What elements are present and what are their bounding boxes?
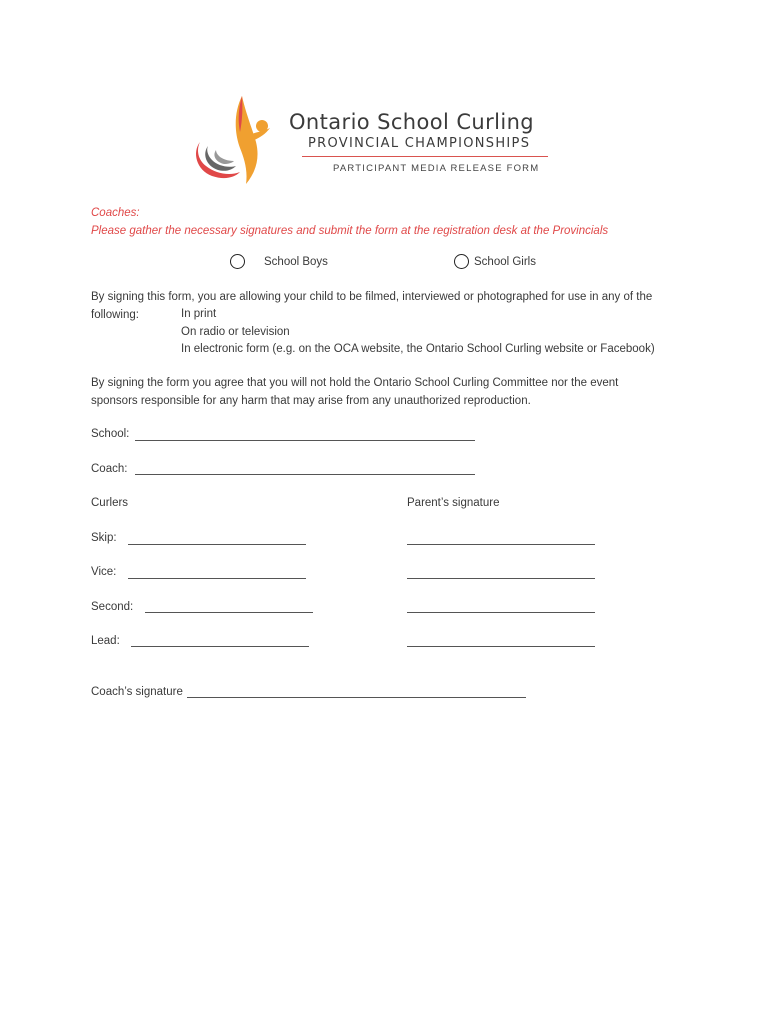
coaches-instructions	[91, 204, 608, 240]
coach-signature-label: Coach’s signature	[91, 686, 183, 698]
second-name-field[interactable]	[145, 612, 313, 613]
vice-parent-signature-field[interactable]	[407, 578, 595, 579]
skip-name-field[interactable]	[128, 544, 306, 545]
lead-label: Lead:	[91, 635, 120, 647]
header-divider	[302, 156, 548, 157]
organization-title: Ontario School Curling	[289, 110, 535, 134]
skip-parent-signature-field[interactable]	[407, 544, 595, 545]
media-item-radio-tv: On radio or television	[181, 325, 290, 338]
coaches-heading: Coaches:	[91, 207, 140, 219]
lead-name-field[interactable]	[131, 646, 309, 647]
form-name: PARTICIPANT MEDIA RELEASE FORM	[333, 163, 540, 174]
agreement-line2: sponsors responsible for any harm that may arise from any unauthorized reproduction.	[91, 394, 531, 407]
school-girls-radio[interactable]	[454, 254, 469, 269]
vice-label: Vice:	[91, 566, 117, 578]
school-field[interactable]	[135, 440, 475, 441]
lead-parent-signature-field[interactable]	[407, 646, 595, 647]
media-item-print: In print	[181, 308, 217, 320]
school-girls-label: School Girls	[474, 256, 536, 268]
agreement-paragraph	[91, 375, 691, 410]
second-label: Second:	[91, 601, 134, 613]
coach-field[interactable]	[135, 474, 475, 475]
parent-signature-heading: Parent’s signature	[407, 497, 500, 509]
agreement-line1: By signing the form you agree that you will not hold the Ontario School Curling Committee nor the event	[91, 377, 619, 389]
coach-label: Coach:	[91, 463, 128, 475]
skip-label: Skip:	[91, 532, 117, 544]
second-parent-signature-field[interactable]	[407, 612, 595, 613]
consent-intro-line2: following:	[91, 308, 139, 321]
school-label: School:	[91, 428, 130, 440]
coaches-instruction-text: Please gather the necessary signatures and submit the form at the registration desk at the Provincials	[91, 225, 609, 237]
consent-intro-line1: By signing this form, you are allowing your child to be filmed, interviewed or photographed for use in any of the	[91, 291, 653, 303]
school-boys-label: School Boys	[264, 256, 328, 268]
school-boys-radio[interactable]	[230, 254, 245, 269]
organization-subtitle: PROVINCIAL CHAMPIONSHIPS	[308, 136, 531, 151]
media-item-electronic: In electronic form (e.g. on the OCA website, the Ontario School Curling website or Facebook)	[181, 343, 655, 355]
curlers-heading: Curlers	[91, 497, 129, 509]
vice-name-field[interactable]	[128, 578, 306, 579]
coach-signature-field[interactable]	[187, 697, 526, 698]
curling-logo-icon	[190, 92, 280, 186]
consent-media-list	[181, 306, 655, 359]
